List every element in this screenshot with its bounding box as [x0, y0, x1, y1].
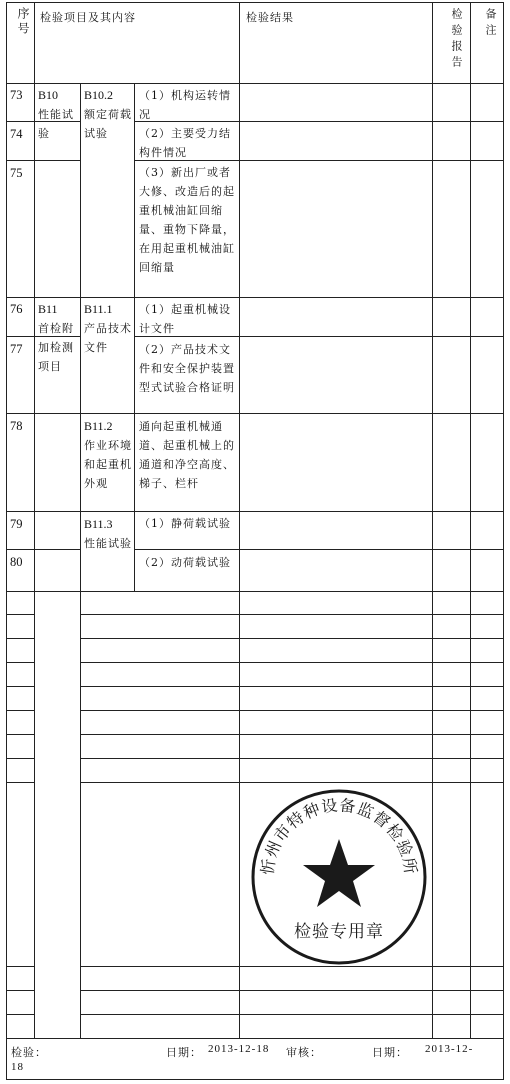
row-no-73: 73 [10, 88, 23, 102]
row-no-79: 79 [10, 517, 23, 531]
col-sep-group [80, 83, 81, 1038]
border-right [503, 2, 504, 1080]
blank-rule-1 [6, 614, 34, 615]
header-result: 检验结果 [246, 11, 294, 24]
row-no-76: 76 [10, 302, 23, 316]
row-no-75: 75 [10, 166, 23, 180]
col-sep-seq [34, 2, 35, 1038]
subgroup-b11-3-name: 性能试验 [84, 537, 132, 550]
blank-rule-8b [80, 782, 504, 783]
blank-rule-4b [80, 686, 504, 687]
blank-rule-11b [80, 1014, 504, 1015]
blank-rule-5b [80, 710, 504, 711]
blank-rule-1b [80, 614, 504, 615]
item-text-73: （1）机构运转情况 [139, 89, 231, 121]
blank-rule-10 [6, 990, 34, 991]
item-text-75: （3）新出厂或者大修、改造后的起重机械油缸回缩量、重物下降量，在用起重机械油缸回缩量 [139, 166, 235, 274]
subgroup-b11-2-name: 作业环境和起重机外观 [84, 439, 132, 490]
subgroup-b10-2 [84, 86, 134, 286]
row-no-80: 80 [10, 555, 23, 569]
blank-rule-2b [80, 638, 504, 639]
blank-rule-7 [6, 758, 34, 759]
col-sep-result [239, 2, 240, 1038]
blank-rule-11 [6, 1014, 34, 1015]
row-sep-78b [80, 511, 504, 512]
subgroup-b11-1-code: B11.1 [84, 302, 113, 316]
item-text-80: （2）动荷载试验 [139, 556, 231, 569]
blank-rule-10b [80, 990, 504, 991]
border-left [6, 2, 7, 1080]
header-seq: 序号 [16, 7, 30, 37]
subgroup-b10-2-name: 额定荷载试验 [84, 108, 132, 140]
footer-date1-label: 日期： [166, 1046, 202, 1059]
header-report: 检验报告 [450, 8, 463, 72]
seal-label: 检验专用章 [294, 922, 384, 942]
blank-rule-9b [80, 966, 504, 967]
group-b11 [38, 300, 78, 580]
col-sep-remark [470, 2, 471, 1038]
inspection-record-table [6, 2, 504, 1080]
footer-date2-label: 日期： [372, 1046, 408, 1059]
subgroup-b11-3 [84, 515, 134, 589]
blank-rule-2 [6, 638, 34, 639]
row-sep-80 [6, 591, 504, 592]
footer-review-label: 审核： [286, 1046, 322, 1059]
group-b10-name: 性能试验 [38, 108, 74, 140]
subgroup-b11-3-code: B11.3 [84, 517, 113, 531]
border-top [6, 2, 504, 3]
header-item: 检验项目及其内容 [40, 11, 136, 24]
row-no-77: 77 [10, 342, 23, 356]
item-text-74: （2）主要受力结构件情况 [139, 127, 231, 159]
row-sep-75 [6, 297, 504, 298]
group-b10-code: B10 [38, 88, 59, 102]
blank-rule-8 [6, 782, 34, 783]
footer-date2-value: 2013-12- [425, 1043, 474, 1055]
subgroup-b11-2 [84, 417, 134, 509]
blank-rule-9 [6, 966, 34, 967]
subgroup-b11-1-name: 产品技术文件 [84, 322, 132, 354]
group-b10 [38, 86, 78, 286]
item-text-76: （1）起重机械设计文件 [139, 303, 231, 335]
group-b11-code: B11 [38, 302, 58, 316]
item-text-79: （1）静荷载试验 [139, 517, 231, 530]
item-text-77: （2）产品技术文件和安全保护装置型式试验合格证明 [139, 343, 235, 394]
col-sep-report [432, 2, 433, 1038]
footer-inspect-value: 18 [11, 1061, 24, 1073]
subgroup-b11-1 [84, 300, 134, 410]
subgroup-b11-2-code: B11.2 [84, 419, 113, 433]
row-sep-76b [134, 336, 504, 337]
seal-star-icon [303, 839, 375, 907]
header-remark: 备注 [484, 8, 497, 40]
group-b11-name: 首检附加检测项目 [38, 322, 74, 373]
footer-inspect-label: 检验： [11, 1046, 47, 1059]
footer-date1-value: 2013-12-18 [208, 1043, 270, 1055]
table-bottom-rule [6, 1038, 504, 1039]
blank-rule-6 [6, 734, 34, 735]
row-no-74: 74 [10, 127, 23, 141]
subgroup-b10-2-code: B10.2 [84, 88, 114, 102]
blank-rule-6b [80, 734, 504, 735]
blank-rule-5 [6, 710, 34, 711]
seal-org-name: 忻州市特种设备监督检验所 [257, 795, 421, 877]
blank-rule-3b [80, 662, 504, 663]
item-text-78: 通向起重机械通道、起重机械上的通道和净空高度、梯子、栏杆 [139, 420, 235, 490]
blank-rule-7b [80, 758, 504, 759]
blank-rule-4 [6, 686, 34, 687]
row-sep-74b [134, 160, 504, 161]
border-bottom [6, 1079, 504, 1080]
blank-rule-3 [6, 662, 34, 663]
row-no-78: 78 [10, 419, 23, 433]
inspection-seal [251, 789, 427, 965]
